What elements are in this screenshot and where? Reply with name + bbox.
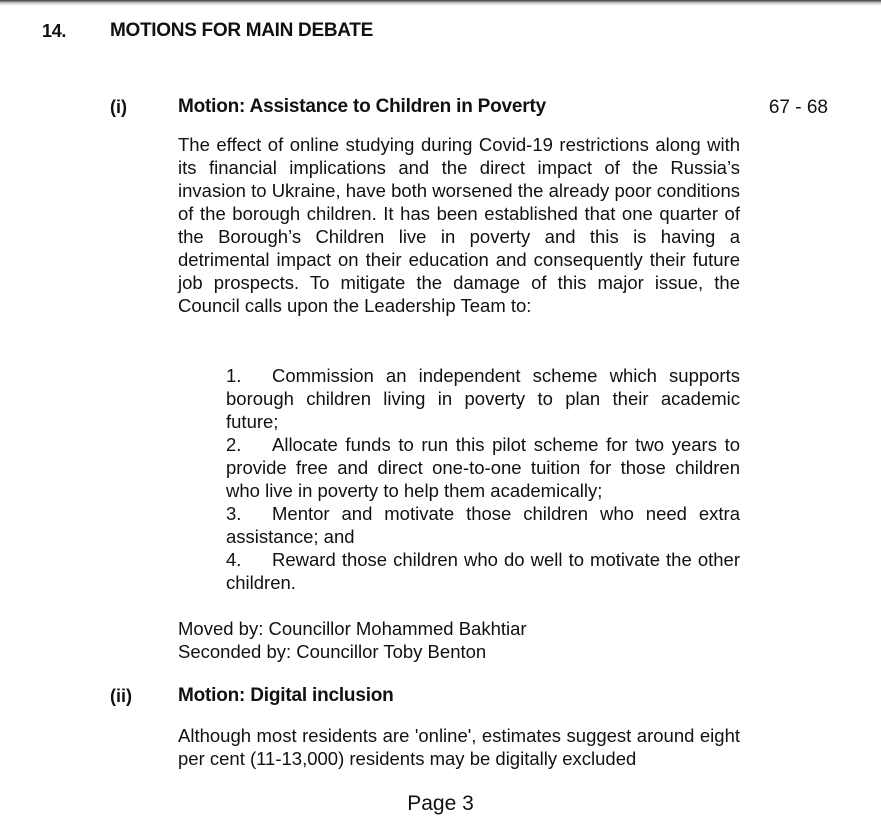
list-item-text: Allocate funds to run this pilot scheme for two years to provide free and direct one-to-one tuition for those children who live in poverty to help them academically; xyxy=(226,434,740,501)
list-item-number: 1. xyxy=(226,365,242,386)
list-item xyxy=(226,433,740,502)
page-top-edge xyxy=(0,0,881,6)
list-item-number: 2. xyxy=(226,434,242,455)
list-item-text: Mentor and motivate those children who need extra assistance; and xyxy=(226,503,740,547)
page-number: Page 3 xyxy=(407,792,474,815)
list-item-text: Commission an independent scheme which supports borough children living in poverty to plan their academic future; xyxy=(226,365,740,432)
list-item-text: Reward those children who do well to motivate the other children. xyxy=(226,549,740,593)
list-item-number: 4. xyxy=(226,549,242,570)
section-title: MOTIONS FOR MAIN DEBATE xyxy=(110,20,373,41)
motion-title: Motion: Digital inclusion xyxy=(178,685,394,706)
motion-body: Although most residents are 'online', estimates suggest around eight per cent (11-13,000) residents may be digitally excluded xyxy=(178,725,740,769)
list-item-number: 3. xyxy=(226,503,242,524)
list-item xyxy=(226,502,740,548)
motion-title: Motion: Assistance to Children in Poverty xyxy=(178,96,546,117)
moved-by: Moved by: Councillor Mohammed Bakhtiar xyxy=(178,618,527,639)
seconded-by: Seconded by: Councillor Toby Benton xyxy=(178,641,487,662)
motion-number: (ii) xyxy=(110,686,132,706)
section-number: 14. xyxy=(42,21,67,41)
list-item xyxy=(226,364,740,433)
motion-page-reference: 67 - 68 xyxy=(768,97,828,118)
motion-body: The effect of online studying during Covid-19 restrictions along with its financial implications and the direct impact of the Russia’s invasion to Ukraine, have both worsened the already poor conditions of the borough children. It has been established that one quarter of the Borough’s Children live in poverty and this is having a detrimental impact on their education and consequently their future job prospects. To mitigate the damage of this major issue, the Council calls upon the Leadership Team to: xyxy=(178,134,740,316)
motion-number: (i) xyxy=(110,97,127,117)
motion-action-list xyxy=(226,364,740,594)
list-item xyxy=(226,548,740,594)
